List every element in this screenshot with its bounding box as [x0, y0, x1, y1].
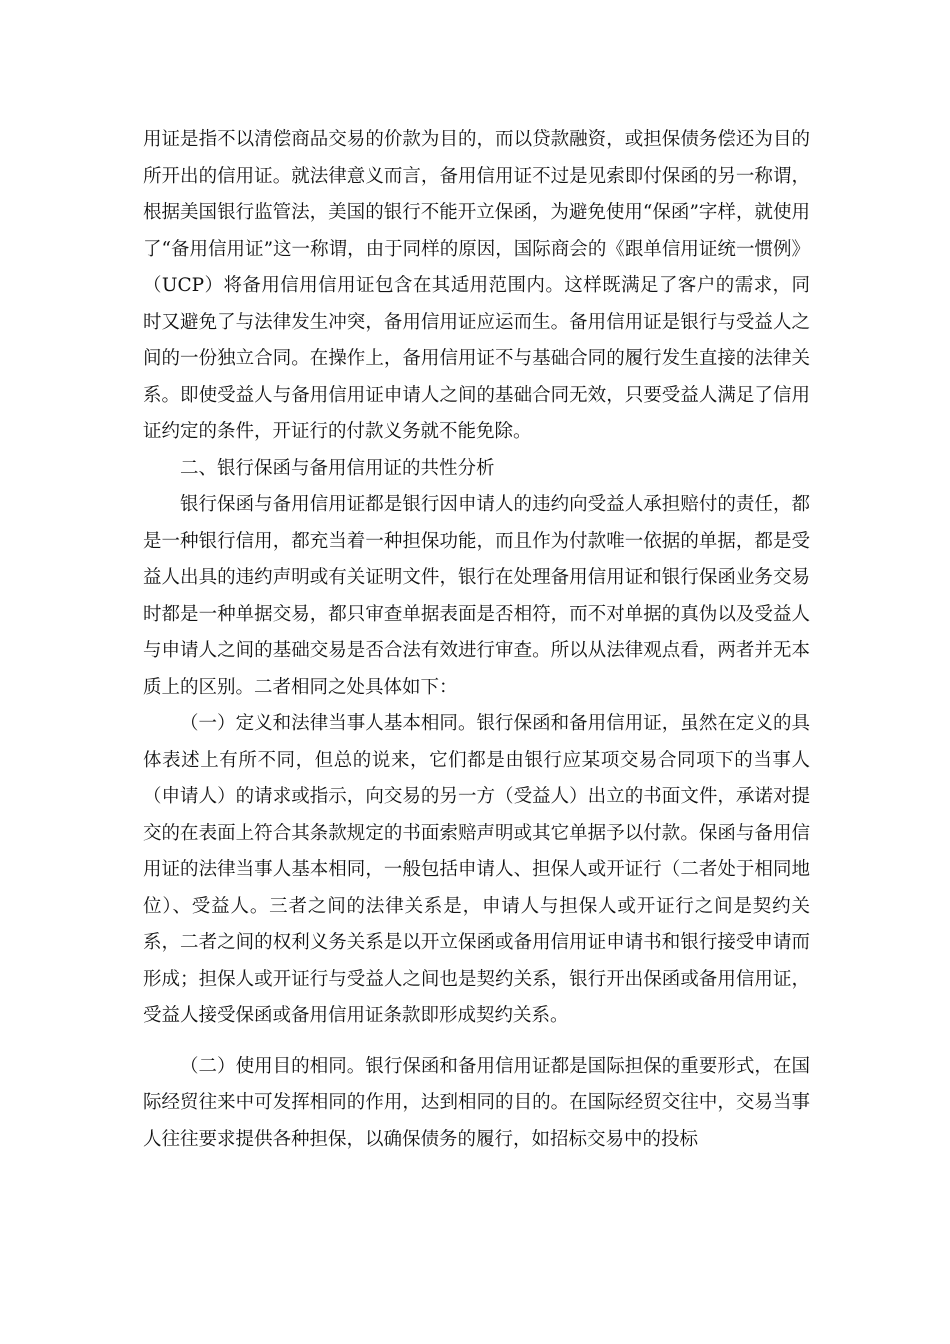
- section-heading-commonality: 二、银行保函与备用信用证的共性分析: [180, 457, 495, 479]
- paragraph-definition-and-parties: （一）定义和法律当事人基本相同。银行保函和备用信用证，虽然在定义的具体表述上有所不同，但总的说来，它们都是由银行应某项交易合同项下的当事人（申请人）的请求或指示，向交易的另一方（受益人）出立的书面文件，承诺对提交的在表面上符合其条款规定的书面索赔声明或其它单据予以付款。保函与备用信用证的法律当事人基本相同，一般包括申请人、担保人或开证行（二者处于相同地位）、受益人。三者之间的法律关系是，申请人与担保人或开证行之间是契约关系，二者之间的权利义务关系是以开立保函或备用信用证申请书和银行接受申请而形成；担保人或开证行与受益人之间也是契约关系，银行开出保函或备用信用证，受益人接受保函或备用信用证条款即形成契约关系。: [143, 713, 810, 1026]
- document-body: [143, 122, 810, 1158]
- paragraph-commonality-overview: 银行保函与备用信用证都是银行因申请人的违约向受益人承担赔付的责任，都是一种银行信用，都充当着一种担保功能，而且作为付款唯一依据的单据，都是受益人出具的违约声明或有关证明文件，银行在处理备用信用证和银行保函业务交易时都是一种单据交易，都只审查单据表面是否相符，而不对单据的真伪以及受益人与申请人之间的基础交易是否合法有效进行审查。所以从法律观点看，两者并无本质上的区别。二者相同之处具体如下：: [143, 494, 810, 698]
- paragraph-standby-credit-definition: 用证是指不以清偿商品交易的价款为目的，而以贷款融资，或担保债务偿还为目的所开出的信用证。就法律意义而言，备用信用证不过是见索即付保函的另一称谓，根据美国银行监管法，美国的银行不能开立保函，为避免使用“保函”字样，就使用了“备用信用证”这一称谓，由于同样的原因，国际商会的《跟单信用证统一惯例》（UCP）将备用信用信用证包含在其适用范围内。这样既满足了客户的需求，同时又避免了与法律发生冲突，备用信用证应运而生。备用信用证是银行与受益人之间的一份独立合同。在操作上，备用信用证不与基础合同的履行发生直接的法律关系。即使受益人与备用信用证申请人之间的基础合同无效，只要受益人满足了信用证约定的条件，开证行的付款义务就不能免除。: [143, 129, 810, 442]
- paragraph-purpose: （二）使用目的相同。银行保函和备用信用证都是国际担保的重要形式，在国际经贸往来中可发挥相同的作用，达到相同的目的。在国际经贸交往中，交易当事人往往要求提供各种担保，以确保债务的履行，如招标交易中的投标: [143, 1055, 810, 1150]
